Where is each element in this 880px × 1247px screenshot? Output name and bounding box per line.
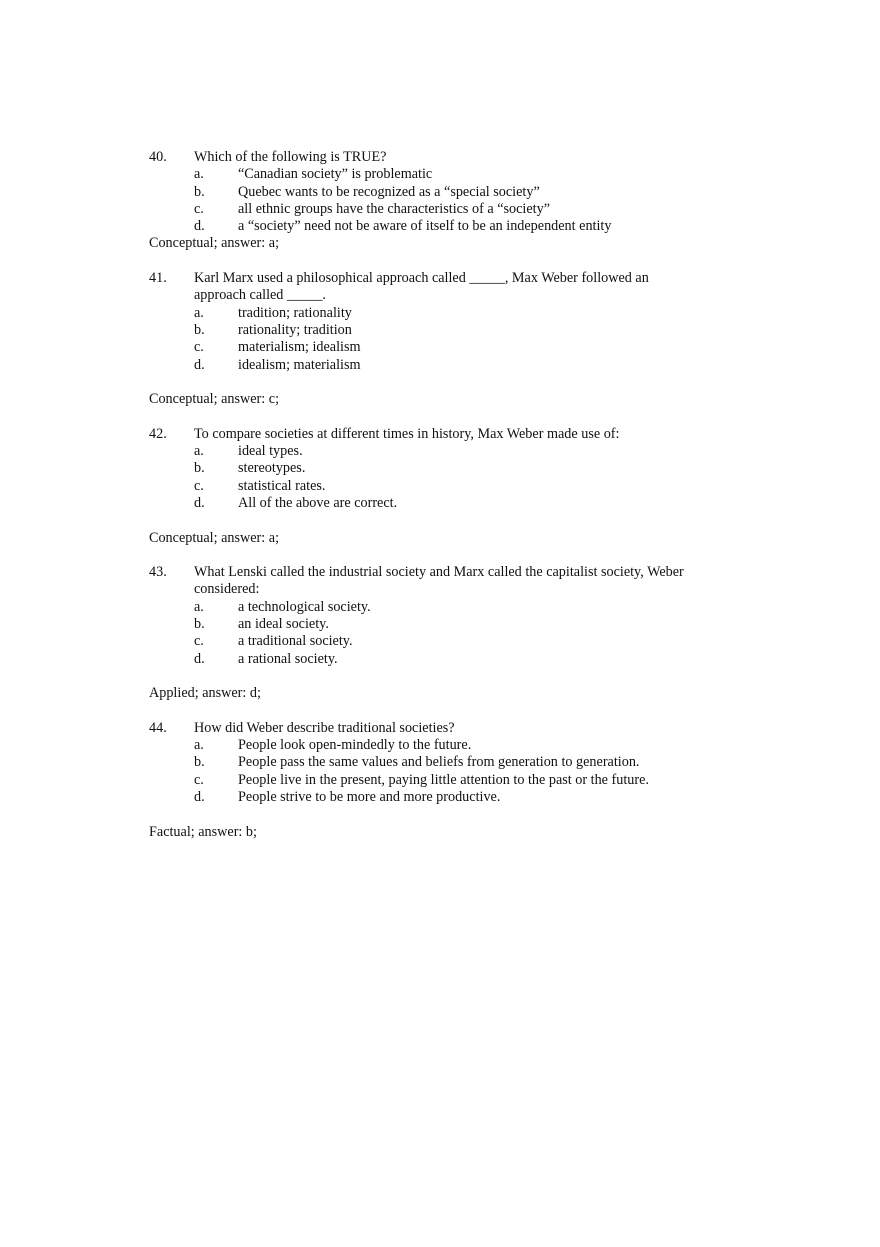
spacer: [149, 806, 749, 823]
question-text: considered:: [194, 581, 260, 598]
answer-option: [149, 737, 749, 754]
answer-key-text: Conceptual; answer: c;: [149, 391, 280, 408]
spacer: [149, 374, 749, 391]
option-text: an ideal society.: [238, 616, 329, 633]
question-line: [149, 426, 749, 443]
answer-option: [149, 166, 749, 183]
option-text: People look open-mindedly to the future.: [238, 737, 472, 754]
option-text: All of the above are correct.: [238, 494, 398, 511]
question-block: [149, 149, 749, 270]
answer-option: [149, 495, 749, 512]
question-line: [149, 149, 749, 166]
option-text: idealism; materialism: [238, 356, 361, 373]
spacer: [149, 547, 749, 564]
option-letter: d.: [194, 494, 205, 511]
option-letter: a.: [194, 737, 204, 754]
option-letter: b.: [194, 321, 205, 338]
answer-option: [149, 616, 749, 633]
answer-option: [149, 478, 749, 495]
option-text: a technological society.: [238, 598, 371, 615]
answer-option: [149, 789, 749, 806]
answer-option: [149, 599, 749, 616]
option-letter: d.: [194, 650, 205, 667]
option-text: Quebec wants to be recognized as a “special society”: [238, 183, 540, 200]
option-text: materialism; idealism: [238, 339, 361, 356]
option-letter: d.: [194, 788, 205, 805]
spacer: [149, 253, 749, 270]
answer-key-text: Applied; answer: d;: [149, 685, 261, 702]
question-line: [149, 581, 749, 598]
option-letter: d.: [194, 356, 205, 373]
option-letter: b.: [194, 754, 205, 771]
answer-key: [149, 391, 749, 408]
answer-option: [149, 218, 749, 235]
question-text: What Lenski called the industrial society and Marx called the capitalist society, Weber: [194, 564, 684, 581]
answer-key-text: Factual; answer: b;: [149, 823, 257, 840]
question-line: [149, 564, 749, 581]
question-number: 40.: [149, 149, 167, 165]
option-text: a rational society.: [238, 650, 338, 667]
option-text: People pass the same values and beliefs from generation to generation.: [238, 754, 640, 771]
question-document: [149, 149, 749, 841]
option-text: statistical rates.: [238, 477, 326, 494]
option-letter: a.: [194, 166, 204, 183]
answer-option: [149, 754, 749, 771]
option-letter: a.: [194, 598, 204, 615]
option-text: “Canadian society” is problematic: [238, 166, 433, 183]
spacer: [149, 703, 749, 720]
answer-key-text: Conceptual; answer: a;: [149, 529, 280, 546]
option-text: a “society” need not be aware of itself to be an independent entity: [238, 218, 612, 235]
question-number: 42.: [149, 425, 167, 442]
option-letter: c.: [194, 771, 204, 788]
answer-key: [149, 685, 749, 702]
answer-option: [149, 772, 749, 789]
option-letter: c.: [194, 200, 204, 217]
question-text: To compare societies at different times in history, Max Weber made use of:: [194, 425, 620, 442]
answer-option: [149, 651, 749, 668]
question-text: Karl Marx used a philosophical approach called _____, Max Weber followed an: [194, 270, 649, 287]
answer-key-text: Conceptual; answer: a;: [149, 235, 280, 252]
option-letter: a.: [194, 443, 204, 460]
question-text: Which of the following is TRUE?: [194, 149, 387, 165]
question-text: How did Weber describe traditional societies?: [194, 719, 455, 736]
answer-option: [149, 443, 749, 460]
answer-option: [149, 357, 749, 374]
question-line: [149, 720, 749, 737]
answer-option: [149, 633, 749, 650]
option-text: tradition; rationality: [238, 304, 352, 321]
spacer: [149, 512, 749, 529]
question-block: [149, 564, 749, 720]
option-letter: d.: [194, 218, 205, 235]
spacer: [149, 668, 749, 685]
question-line: [149, 287, 749, 304]
answer-option: [149, 339, 749, 356]
option-letter: c.: [194, 339, 204, 356]
answer-key: [149, 235, 749, 252]
question-number: 43.: [149, 564, 167, 581]
option-letter: b.: [194, 183, 205, 200]
option-text: stereotypes.: [238, 460, 306, 477]
option-text: People live in the present, paying little attention to the past or the future.: [238, 771, 649, 788]
option-letter: b.: [194, 616, 205, 633]
question-block: [149, 426, 749, 564]
answer-option: [149, 201, 749, 218]
question-block: [149, 270, 749, 426]
question-text: approach called _____.: [194, 287, 326, 304]
option-text: a traditional society.: [238, 633, 353, 650]
option-text: rationality; tradition: [238, 321, 352, 338]
answer-option: [149, 305, 749, 322]
option-letter: c.: [194, 477, 204, 494]
option-letter: a.: [194, 304, 204, 321]
answer-option: [149, 184, 749, 201]
option-text: People strive to be more and more productive.: [238, 788, 501, 805]
option-text: ideal types.: [238, 443, 303, 460]
question-line: [149, 270, 749, 287]
option-letter: c.: [194, 633, 204, 650]
answer-key: [149, 824, 749, 841]
spacer: [149, 408, 749, 425]
option-letter: b.: [194, 460, 205, 477]
question-number: 44.: [149, 719, 167, 736]
answer-option: [149, 322, 749, 339]
question-number: 41.: [149, 270, 167, 287]
option-text: all ethnic groups have the characteristics of a “society”: [238, 200, 550, 217]
answer-key: [149, 530, 749, 547]
question-block: [149, 720, 749, 841]
answer-option: [149, 460, 749, 477]
